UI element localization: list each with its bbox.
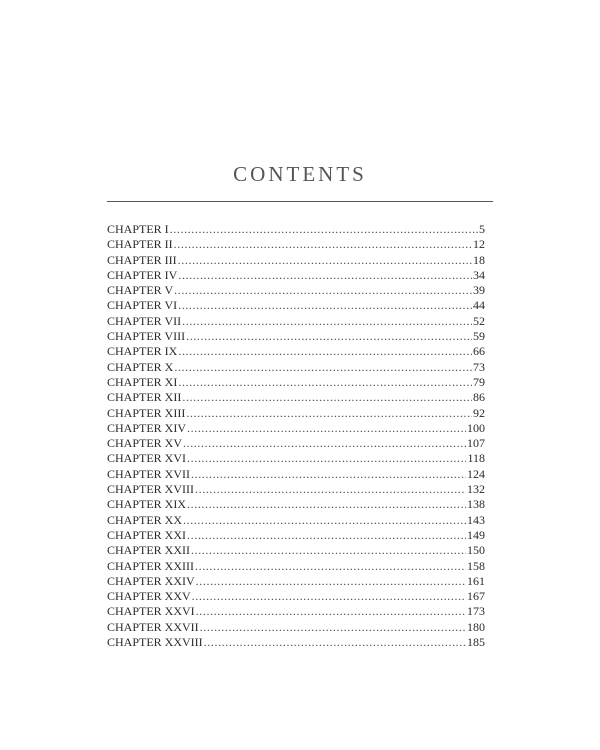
chapter-label: CHAPTER XXVI xyxy=(107,604,195,619)
chapter-label: CHAPTER IV xyxy=(107,267,178,282)
dot-leader xyxy=(195,559,466,574)
page-number: 107 xyxy=(467,436,485,451)
toc-entry-16[interactable] xyxy=(107,451,485,466)
chapter-label: CHAPTER XIX xyxy=(107,497,187,512)
toc-entry-23[interactable] xyxy=(107,559,485,574)
page-number: 5 xyxy=(479,222,485,236)
chapter-label: CHAPTER XXVIII xyxy=(107,635,203,650)
chapter-label: CHAPTER I xyxy=(107,222,169,236)
page-number: 161 xyxy=(467,573,485,588)
page-number: 92 xyxy=(473,405,485,420)
dot-leader xyxy=(191,543,466,558)
dot-leader xyxy=(192,589,466,604)
dot-leader xyxy=(178,375,472,390)
page-number: 100 xyxy=(467,420,485,435)
chapter-label: CHAPTER XIII xyxy=(107,405,186,420)
toc-entry-9[interactable] xyxy=(107,344,485,359)
dot-leader xyxy=(195,482,466,497)
dot-leader xyxy=(187,421,466,436)
page-number: 12 xyxy=(473,237,485,252)
table-of-contents xyxy=(107,222,485,650)
title-divider xyxy=(107,201,493,202)
dot-leader xyxy=(174,283,472,298)
chapter-label: CHAPTER XXIV xyxy=(107,573,195,588)
dot-leader xyxy=(196,574,466,589)
chapter-label: CHAPTER XXVII xyxy=(107,619,199,634)
dot-leader xyxy=(186,329,472,344)
toc-entry-28[interactable] xyxy=(107,635,485,650)
page-number: 158 xyxy=(467,558,485,573)
toc-entry-7[interactable] xyxy=(107,314,485,329)
dot-leader xyxy=(187,528,466,543)
chapter-label: CHAPTER XV xyxy=(107,436,183,451)
dot-leader xyxy=(178,253,472,268)
page-number: 138 xyxy=(467,497,485,512)
toc-entry-17[interactable] xyxy=(107,467,485,482)
dot-leader xyxy=(187,451,466,466)
dot-leader xyxy=(178,298,472,313)
page-number: 86 xyxy=(473,390,485,405)
page-number: 173 xyxy=(467,604,485,619)
dot-leader xyxy=(170,222,478,237)
chapter-label: CHAPTER XI xyxy=(107,374,178,389)
chapter-label: CHAPTER VI xyxy=(107,298,178,313)
toc-entry-10[interactable] xyxy=(107,360,485,375)
toc-entry-19[interactable] xyxy=(107,497,485,512)
page-number: 39 xyxy=(473,283,485,298)
chapter-label: CHAPTER X xyxy=(107,359,174,374)
page-number: 167 xyxy=(467,589,485,604)
toc-entry-14[interactable] xyxy=(107,421,485,436)
toc-entry-24[interactable] xyxy=(107,574,485,589)
toc-entry-2[interactable] xyxy=(107,237,485,252)
dot-leader xyxy=(174,360,472,375)
chapter-label: CHAPTER III xyxy=(107,252,177,267)
chapter-label: CHAPTER XIV xyxy=(107,420,187,435)
toc-entry-12[interactable] xyxy=(107,390,485,405)
dot-leader xyxy=(183,513,466,528)
page-number: 18 xyxy=(473,252,485,267)
dot-leader xyxy=(174,237,472,252)
chapter-label: CHAPTER XXII xyxy=(107,543,190,558)
toc-entry-18[interactable] xyxy=(107,482,485,497)
chapter-label: CHAPTER II xyxy=(107,237,173,252)
page-number: 132 xyxy=(467,482,485,497)
chapter-label: CHAPTER XX xyxy=(107,512,183,527)
chapter-label: CHAPTER XVII xyxy=(107,466,190,481)
page-number: 143 xyxy=(467,512,485,527)
page-number: 149 xyxy=(467,527,485,542)
toc-entry-11[interactable] xyxy=(107,375,485,390)
chapter-label: CHAPTER XXV xyxy=(107,589,191,604)
dot-leader xyxy=(187,497,466,512)
page-number: 73 xyxy=(473,359,485,374)
page-number: 150 xyxy=(467,543,485,558)
toc-entry-20[interactable] xyxy=(107,513,485,528)
toc-entry-26[interactable] xyxy=(107,604,485,619)
dot-leader xyxy=(200,620,466,635)
page-number: 66 xyxy=(473,344,485,359)
dot-leader xyxy=(178,268,472,283)
dot-leader xyxy=(204,635,466,650)
page-number: 59 xyxy=(473,329,485,344)
dot-leader xyxy=(182,314,472,329)
dot-leader xyxy=(186,406,472,421)
toc-entry-5[interactable] xyxy=(107,283,485,298)
chapter-label: CHAPTER V xyxy=(107,283,174,298)
chapter-label: CHAPTER XVI xyxy=(107,451,187,466)
dot-leader xyxy=(191,467,466,482)
page-number: 124 xyxy=(467,466,485,481)
dot-leader xyxy=(178,344,472,359)
toc-entry-1[interactable] xyxy=(107,222,485,237)
toc-entry-4[interactable] xyxy=(107,268,485,283)
page-number: 180 xyxy=(467,619,485,634)
page-number: 118 xyxy=(467,451,485,466)
toc-entry-13[interactable] xyxy=(107,406,485,421)
toc-entry-27[interactable] xyxy=(107,620,485,635)
page-number: 79 xyxy=(473,374,485,389)
page-title: CONTENTS xyxy=(233,162,367,186)
page-number: 52 xyxy=(473,313,485,328)
chapter-label: CHAPTER IX xyxy=(107,344,178,359)
chapter-label: CHAPTER XVIII xyxy=(107,482,194,497)
dot-leader xyxy=(196,604,466,619)
chapter-label: CHAPTER XII xyxy=(107,390,182,405)
toc-entry-25[interactable] xyxy=(107,589,485,604)
toc-entry-22[interactable] xyxy=(107,543,485,558)
dot-leader xyxy=(182,390,472,405)
chapter-label: CHAPTER VII xyxy=(107,313,182,328)
toc-entry-15[interactable] xyxy=(107,436,485,451)
chapter-label: CHAPTER XXIII xyxy=(107,558,194,573)
toc-entry-8[interactable] xyxy=(107,329,485,344)
toc-entry-3[interactable] xyxy=(107,253,485,268)
toc-entry-21[interactable] xyxy=(107,528,485,543)
toc-entry-6[interactable] xyxy=(107,298,485,313)
chapter-label: CHAPTER VIII xyxy=(107,329,186,344)
dot-leader xyxy=(183,436,466,451)
page-number: 44 xyxy=(473,298,485,313)
page-number: 34 xyxy=(473,267,485,282)
chapter-label: CHAPTER XXI xyxy=(107,527,187,542)
page-number: 185 xyxy=(467,635,485,650)
